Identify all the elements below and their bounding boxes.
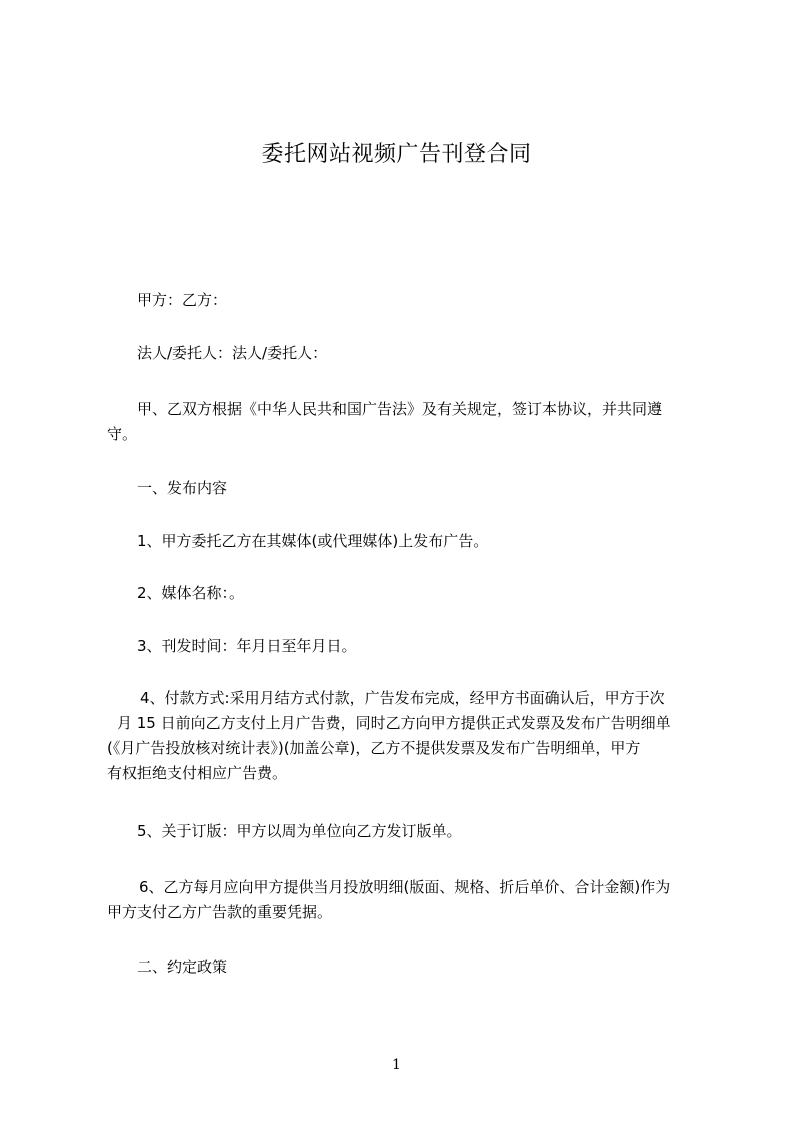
intro-paragraph xyxy=(107,397,707,447)
clause-item-4-line-3: (《月广告投放核对统计表》)(加盖公章)，乙方不提供发票及发布广告明细单，甲方 xyxy=(107,739,641,757)
clause-item-4 xyxy=(107,686,707,786)
clause-item-2: 2、媒体名称：。 xyxy=(137,584,245,602)
clause-item-1: 1、甲方委托乙方在其媒体(或代理媒体)上发布广告。 xyxy=(137,532,489,550)
clause-item-3: 3、刊发时间：年月日至年月日。 xyxy=(137,637,357,655)
clause-item-4-line-1: 4、付款方式:采用月结方式付款，广告发布完成，经甲方书面确认后，甲方于次 xyxy=(140,689,665,707)
intro-line-2: 守。 xyxy=(107,425,138,443)
clause-item-6-line-2: 甲方支付乙方广告款的重要凭据。 xyxy=(107,903,333,921)
page-number: 1 xyxy=(392,1057,401,1073)
clause-item-5: 5、关于订版：甲方以周为单位向乙方发订版单。 xyxy=(137,822,462,840)
party-line: 甲方：乙方： xyxy=(137,291,228,309)
clause-item-4-line-4: 有权拒绝支付相应广告费。 xyxy=(107,764,288,782)
document-title: 委托网站视频广告刊登合同 xyxy=(261,142,532,167)
section-1-heading: 一、发布内容 xyxy=(137,479,228,497)
clause-item-6 xyxy=(107,875,707,925)
clause-item-4-line-2: 月 15 日前向乙方支付上月广告费，同时乙方向甲方提供正式发票及发布广告明细单 xyxy=(117,714,671,732)
clause-item-6-line-1: 6、乙方每月应向甲方提供当月投放明细(版面、规格、折后单价、合计金额)作为 xyxy=(139,878,671,896)
legal-rep-line: 法人/委托人：法人/委托人： xyxy=(137,344,328,362)
intro-line-1: 甲、乙双方根据《中华人民共和国广告法》及有关规定，签订本协议，并共同遵 xyxy=(137,400,663,418)
section-2-heading: 二、约定政策 xyxy=(137,958,228,976)
